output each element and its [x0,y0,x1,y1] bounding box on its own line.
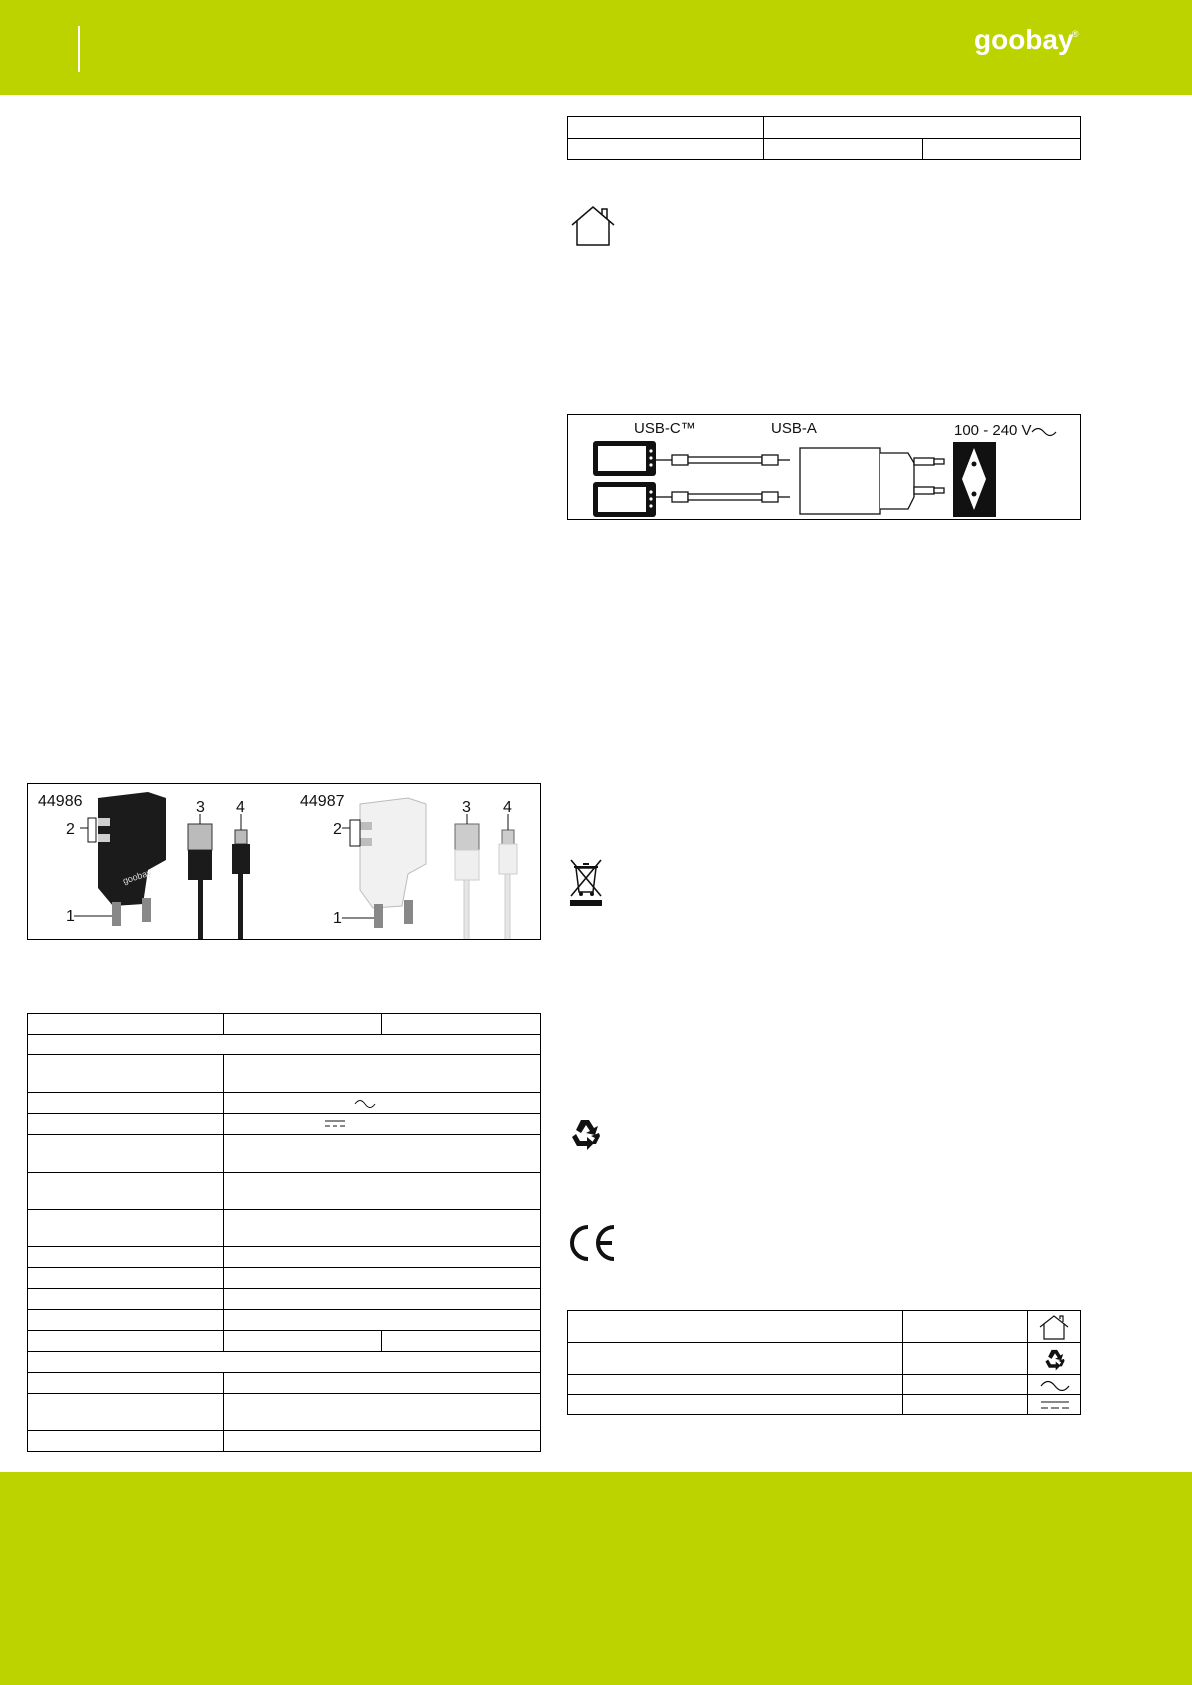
usb-c-label: USB-C™ [634,420,696,437]
top-right-table [567,116,1081,160]
cable-bottom [656,492,790,502]
svg-text:goobay: goobay [974,24,1074,55]
callout-3-white: 3 [462,799,471,816]
usb-a-label: USB-A [771,420,817,437]
footer-band [0,1472,1192,1685]
header-band [0,0,1192,95]
symbols-table [567,1310,1081,1415]
dc-symbol-icon [324,1119,346,1129]
svg-text:goobay: goobay [121,867,153,886]
wall-socket [953,442,996,517]
cable-top [656,455,790,465]
callout-4-black: 4 [236,799,245,816]
recycle-icon-small [1042,1347,1068,1372]
product-figure [27,783,541,940]
voltage-label: 100 - 240 V [954,422,1032,439]
house-icon-small [1038,1314,1070,1341]
goobay-logo [972,22,1087,62]
ac-wave-icon-small [1040,1379,1070,1391]
black-usb-a-cable-photo [188,824,212,939]
svg-text:®: ® [1072,29,1079,39]
black-charger-photo [98,792,166,926]
white-charger-photo [360,798,426,928]
callout-4-white: 4 [503,799,512,816]
callout-1-white: 1 [333,910,342,927]
recycle-icon [567,1116,605,1152]
ac-wave-icon [1032,429,1056,436]
header-divider [78,26,80,72]
white-usb-c-cable-photo [499,830,517,939]
model-number-white: 44987 [300,793,345,810]
white-usb-a-cable-photo [455,824,479,939]
model-number-black: 44986 [38,793,83,810]
callout-2-white: 2 [333,821,342,838]
ce-mark-icon [568,1224,618,1262]
dc-symbol-icon-small [1040,1399,1070,1411]
phone-device-top [593,441,656,476]
phone-device-bottom [593,482,656,517]
ac-wave-icon [354,1098,376,1108]
connection-diagram [567,414,1081,520]
black-usb-c-cable-photo [232,830,250,939]
callout-1-black: 1 [66,908,75,925]
house-icon [568,204,618,248]
specifications-table [27,1013,541,1452]
crossed-out-bin-icon [567,856,605,908]
charger-diagram [800,448,944,514]
callout-2-black: 2 [66,821,75,838]
callout-3-black: 3 [196,799,205,816]
